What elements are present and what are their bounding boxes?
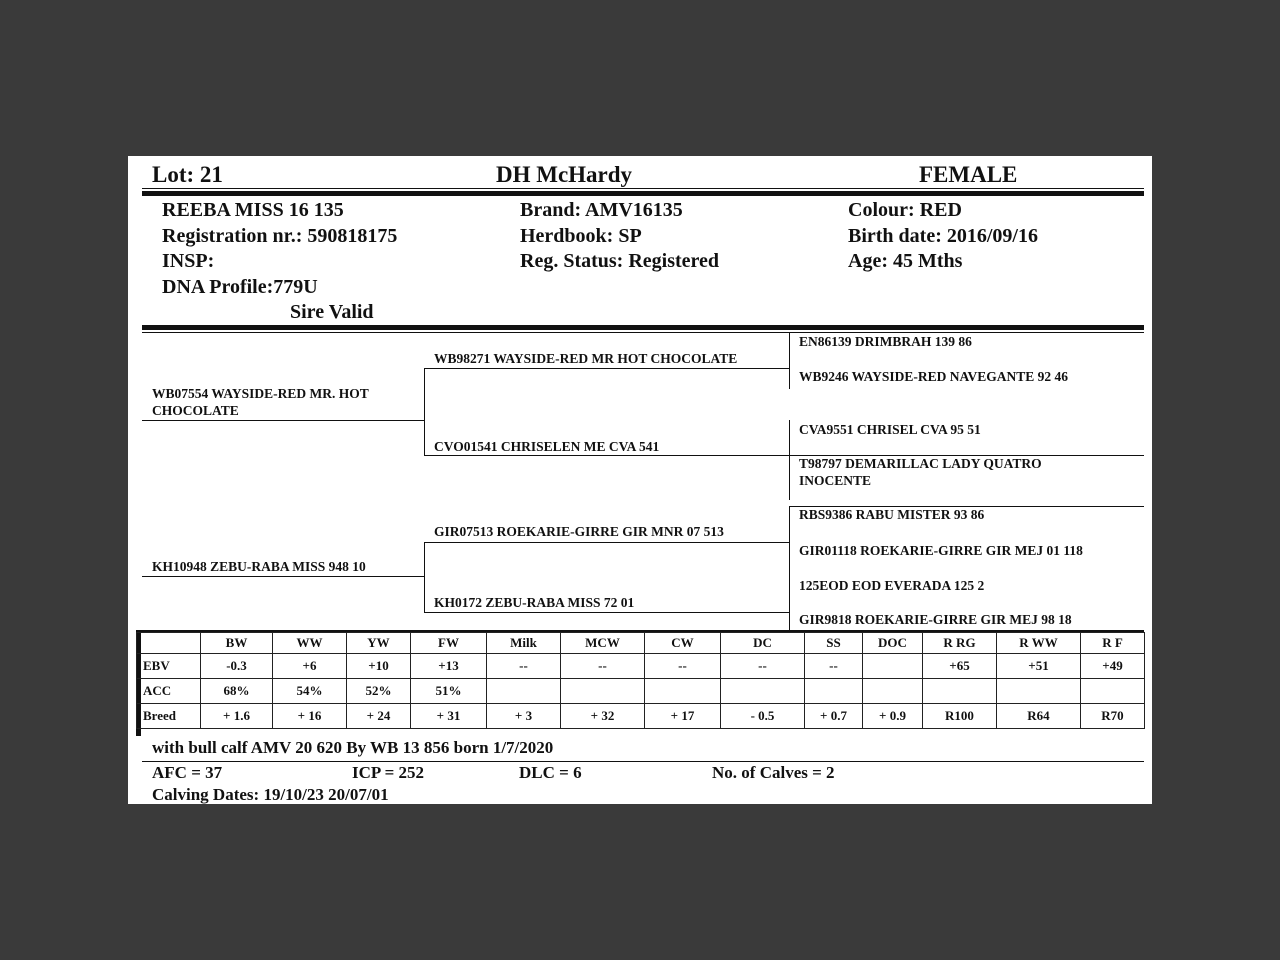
dam-sire: GIR07513 ROEKARIE-GIRRE GIR MNR 07 513 [434, 524, 724, 539]
sire-sire-dam: WB9246 WAYSIDE-RED NAVEGANTE 92 46 [799, 369, 1069, 384]
table-cell: 54% [273, 679, 347, 704]
sire-name-line2: CHOCOLATE [152, 403, 239, 418]
sex-label: FEMALE [919, 162, 1018, 187]
sire-sire-sire: EN86139 DRIMBRAH 139 86 [799, 334, 972, 349]
ebv-header-cell: R RG [923, 633, 997, 654]
ds-bracket [789, 506, 790, 578]
reg-status: Reg. Status: Registered [520, 250, 720, 272]
table-cell [487, 679, 561, 704]
ebv-table [136, 632, 1145, 729]
table-cell [645, 679, 721, 704]
birth-date: Birth date: 2016/09/16 [848, 225, 1038, 247]
lot-number: Lot: 21 [152, 162, 223, 187]
row-label: EBV [137, 654, 201, 679]
ss-bracket [789, 333, 790, 389]
table-cell: -- [645, 654, 721, 679]
table-cell [1081, 679, 1145, 704]
calving-dates: Calving Dates: 19/10/23 20/07/01 [152, 785, 389, 804]
sire-name: WB07554 WAYSIDE-RED MR. HOT [152, 386, 369, 401]
table-cell: +49 [1081, 654, 1145, 679]
dam-dam-sire: 125EOD EOD EVERADA 125 2 [799, 578, 985, 593]
registration-number: Registration nr.: 590818175 [162, 225, 398, 247]
table-cell: +13 [411, 654, 487, 679]
table-cell: +6 [273, 654, 347, 679]
dd-line [424, 612, 790, 613]
footer-rule [142, 761, 1144, 762]
table-cell: + 0.7 [805, 704, 863, 729]
dna-profile: DNA Profile:779U [162, 276, 318, 298]
table-cell: + 3 [487, 704, 561, 729]
table-cell: + 1.6 [201, 704, 273, 729]
ebv-header-cell: DC [721, 633, 805, 654]
table-cell: - 0.5 [721, 704, 805, 729]
ebv-header-cell: FW [411, 633, 487, 654]
table-cell: R70 [1081, 704, 1145, 729]
sire-dam-sire: CVA9551 CHRISEL CVA 95 51 [799, 422, 981, 437]
calves-count: No. of Calves = 2 [712, 763, 835, 782]
table-cell: -0.3 [201, 654, 273, 679]
afc-value: AFC = 37 [152, 763, 223, 782]
table-cell: + 32 [561, 704, 645, 729]
table-cell: +10 [347, 654, 411, 679]
sire-valid: Sire Valid [290, 301, 374, 323]
icp-value: ICP = 252 [352, 763, 425, 782]
ebv-header-cell: MCW [561, 633, 645, 654]
acc-row [137, 679, 1145, 704]
ebv-header-cell: YW [347, 633, 411, 654]
table-cell: +51 [997, 654, 1081, 679]
age: Age: 45 Mths [848, 250, 963, 272]
dam-sire-sire: RBS9386 RABU MISTER 93 86 [799, 507, 985, 522]
table-cell: R100 [923, 704, 997, 729]
breed-row [137, 704, 1145, 729]
table-cell: + 17 [645, 704, 721, 729]
calf-note: with bull calf AMV 20 620 By WB 13 856 born 1/7/2020 [152, 738, 554, 757]
table-cell [923, 679, 997, 704]
table-cell [805, 679, 863, 704]
table-cell [863, 679, 923, 704]
row-label: ACC [137, 679, 201, 704]
table-cell: 51% [411, 679, 487, 704]
herdbook: Herdbook: SP [520, 225, 642, 247]
sire-sire: WB98271 WAYSIDE-RED MR HOT CHOCOLATE [434, 351, 738, 366]
ebv-header-cell: SS [805, 633, 863, 654]
table-cell: -- [721, 654, 805, 679]
sd-bracket [789, 420, 790, 500]
ebv-header-cell: R F [1081, 633, 1145, 654]
table-cell: R64 [997, 704, 1081, 729]
table-cell [863, 654, 923, 679]
table-cell: 68% [201, 679, 273, 704]
sire-dam-dam: T98797 DEMARILLAC LADY QUATRO [799, 456, 1042, 471]
header-rule-thin [142, 188, 1144, 189]
ebv-header-cell: BW [201, 633, 273, 654]
info-rule-thick [142, 325, 1144, 330]
table-cell [721, 679, 805, 704]
dlc-value: DLC = 6 [519, 763, 582, 782]
breeder-name: DH McHardy [496, 162, 633, 187]
ebv-header-cell: CW [645, 633, 721, 654]
ss-line [424, 368, 790, 369]
brand: Brand: AMV16135 [520, 199, 683, 221]
dam-line [142, 576, 425, 577]
table-cell: -- [805, 654, 863, 679]
table-cell: -- [487, 654, 561, 679]
sire-line [142, 420, 425, 421]
table-cell: + 0.9 [863, 704, 923, 729]
info-rule-thin [142, 332, 1144, 333]
table-cell: 52% [347, 679, 411, 704]
ebv-header-cell: Milk [487, 633, 561, 654]
row-label: Breed [137, 704, 201, 729]
header-rule-thick [142, 191, 1144, 196]
table-cell: + 31 [411, 704, 487, 729]
table-cell: + 24 [347, 704, 411, 729]
ebv-header-cell: R WW [997, 633, 1081, 654]
sire-bracket [424, 368, 425, 456]
table-cell [561, 679, 645, 704]
ds-line [424, 542, 790, 543]
table-cell [997, 679, 1081, 704]
insp-label: INSP: [162, 250, 215, 272]
table-cell: +65 [923, 654, 997, 679]
ebv-header-cell [137, 633, 201, 654]
ebv-header-row [137, 633, 1145, 654]
dam-sire-dam: GIR01118 ROEKARIE-GIRRE GIR MEJ 01 118 [799, 543, 1083, 558]
ebv-row [137, 654, 1145, 679]
table-cell: + 16 [273, 704, 347, 729]
ebv-header-cell: DOC [863, 633, 923, 654]
lot-card [128, 156, 1152, 804]
dam-name: KH10948 ZEBU-RABA MISS 948 10 [152, 559, 366, 574]
sire-dam: CVO01541 CHRISELEN ME CVA 541 [434, 439, 660, 454]
sd-line [424, 455, 790, 456]
table-cell: -- [561, 654, 645, 679]
animal-name: REEBA MISS 16 135 [162, 199, 344, 221]
ebv-header-cell: WW [273, 633, 347, 654]
sire-dam-dam-line2: INOCENTE [799, 473, 872, 488]
dam-dam-dam: GIR9818 ROEKARIE-GIRRE GIR MEJ 98 18 [799, 612, 1072, 627]
dam-dam: KH0172 ZEBU-RABA MISS 72 01 [434, 595, 635, 610]
dd-bracket [789, 578, 790, 632]
colour: Colour: RED [848, 199, 962, 221]
dam-bracket [424, 542, 425, 612]
